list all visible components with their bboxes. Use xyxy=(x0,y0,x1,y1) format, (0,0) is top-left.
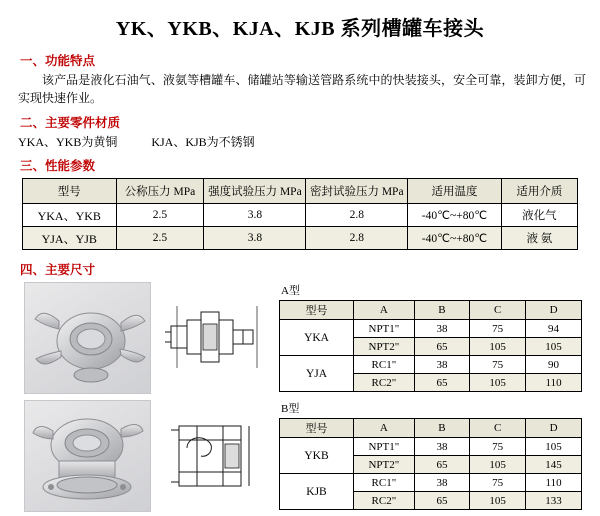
dim-b-cell-b: 65 xyxy=(414,456,469,474)
dim-a-cell-d: 110 xyxy=(526,374,582,392)
dimensions-area xyxy=(0,282,600,512)
spec-cell-nominal: 2.5 xyxy=(116,204,204,227)
dim-b-cell-d: 110 xyxy=(526,474,582,492)
dim-a-cell-d: 90 xyxy=(526,356,582,374)
dimension-row-b xyxy=(0,400,600,512)
dim-b-cell-a: NPT2" xyxy=(354,456,415,474)
section-heading-dimensions: 四、主要尺寸 xyxy=(20,263,96,277)
dim-a-cell-d: 94 xyxy=(526,320,582,338)
dim-a-header-c: C xyxy=(470,301,526,320)
dim-a-cell-c: 75 xyxy=(470,320,526,338)
spec-header-seal-test: 密封试验压力 MPa xyxy=(306,179,408,204)
dim-b-header-d: D xyxy=(526,419,582,438)
product-photo-b xyxy=(24,400,151,512)
dim-b-cell-c: 105 xyxy=(470,456,526,474)
table-row xyxy=(23,227,578,250)
section-heading-material: 二、主要零件材质 xyxy=(20,116,121,130)
table-row xyxy=(280,356,582,374)
dim-a-cell-a: NPT1" xyxy=(354,320,415,338)
spec-cell-medium: 液 氨 xyxy=(501,227,577,250)
section-heading-features: 一、功能特点 xyxy=(20,54,96,68)
page-title: YK、YKB、KJA、KJB 系列槽罐车接头 xyxy=(115,18,485,40)
dim-b-cell-d: 145 xyxy=(526,456,582,474)
dim-table-a-header-row xyxy=(280,301,582,320)
dim-a-cell-b: 38 xyxy=(414,356,469,374)
spec-cell-temp: -40℃~+80℃ xyxy=(408,227,502,250)
table-row xyxy=(280,438,582,456)
spec-header-nominal-pressure: 公称压力 MPa xyxy=(116,179,204,204)
table-row xyxy=(280,320,582,338)
dim-b-cell-c: 75 xyxy=(470,438,526,456)
dim-b-header-a: A xyxy=(354,419,415,438)
spec-cell-seal: 2.8 xyxy=(306,204,408,227)
table-row xyxy=(280,474,582,492)
dim-a-cell-c: 105 xyxy=(470,374,526,392)
dim-b-cell-model: YKB xyxy=(280,438,354,474)
material-steel: KJA、KJB为不锈钢 xyxy=(151,135,255,149)
dim-a-cell-b: 65 xyxy=(414,338,469,356)
section-heading-spec: 三、性能参数 xyxy=(20,159,96,173)
dim-a-cell-b: 38 xyxy=(414,320,469,338)
dim-b-cell-d: 105 xyxy=(526,438,582,456)
dim-table-b-wrap xyxy=(279,400,582,510)
spec-cell-seal: 2.8 xyxy=(306,227,408,250)
dim-b-cell-c: 75 xyxy=(470,474,526,492)
dim-b-cell-d: 133 xyxy=(526,492,582,510)
technical-drawing-a xyxy=(157,282,267,392)
spec-header-strength-test: 强度试验压力 MPa xyxy=(204,179,306,204)
dim-a-cell-a: RC1" xyxy=(354,356,415,374)
spec-cell-strength: 3.8 xyxy=(204,227,306,250)
spec-cell-model: YKA、YKB xyxy=(23,204,117,227)
spec-table xyxy=(22,178,578,250)
product-photo-a xyxy=(24,282,151,394)
dim-b-cell-b: 65 xyxy=(414,492,469,510)
spec-table-header-row xyxy=(23,179,578,204)
material-line xyxy=(18,133,600,150)
dim-b-cell-b: 38 xyxy=(414,474,469,492)
dimension-row-a xyxy=(0,282,600,394)
dim-a-header-model: 型号 xyxy=(280,301,354,320)
spec-cell-temp: -40℃~+80℃ xyxy=(408,204,502,227)
dim-a-header-a: A xyxy=(354,301,415,320)
dim-b-cell-a: RC2" xyxy=(354,492,415,510)
dim-a-cell-d: 105 xyxy=(526,338,582,356)
dim-a-cell-a: RC2" xyxy=(354,374,415,392)
spec-cell-model: YJA、YJB xyxy=(23,227,117,250)
features-paragraph: 该产品是液化石油气、液氨等槽罐车、储罐站等输送管路系统中的快装接头，安全可靠，装卸方便，可实现快速作业。 xyxy=(18,73,586,105)
spec-cell-medium: 液化气 xyxy=(501,204,577,227)
dim-table-a-wrap xyxy=(279,282,582,392)
dim-a-cell-model: YJA xyxy=(280,356,354,392)
dim-b-header-model: 型号 xyxy=(280,419,354,438)
dim-b-cell-a: NPT1" xyxy=(354,438,415,456)
dim-table-a xyxy=(279,300,582,392)
spec-header-model: 型号 xyxy=(23,179,117,204)
spec-cell-nominal: 2.5 xyxy=(116,227,204,250)
dim-a-header-b: B xyxy=(414,301,469,320)
dim-table-b xyxy=(279,418,582,510)
dim-a-header-d: D xyxy=(526,301,582,320)
dim-b-cell-a: RC1" xyxy=(354,474,415,492)
spec-header-temperature: 适用温度 xyxy=(408,179,502,204)
dim-b-cell-c: 105 xyxy=(470,492,526,510)
dim-b-header-c: C xyxy=(470,419,526,438)
dim-b-cell-b: 38 xyxy=(414,438,469,456)
dim-b-header-b: B xyxy=(414,419,469,438)
dim-b-cell-model: KJB xyxy=(280,474,354,510)
spec-cell-strength: 3.8 xyxy=(204,204,306,227)
dim-table-b-header-row xyxy=(280,419,582,438)
dim-a-cell-c: 105 xyxy=(470,338,526,356)
dim-a-cell-a: NPT2" xyxy=(354,338,415,356)
dim-table-b-label: B型 xyxy=(281,403,300,415)
dim-a-cell-b: 65 xyxy=(414,374,469,392)
table-row xyxy=(23,204,578,227)
spec-header-medium: 适用介质 xyxy=(501,179,577,204)
dim-a-cell-model: YKA xyxy=(280,320,354,356)
dim-a-cell-c: 75 xyxy=(470,356,526,374)
technical-drawing-b xyxy=(157,400,267,510)
dim-table-a-label: A型 xyxy=(281,285,300,297)
material-brass: YKA、YKB为黄铜 xyxy=(18,135,118,149)
